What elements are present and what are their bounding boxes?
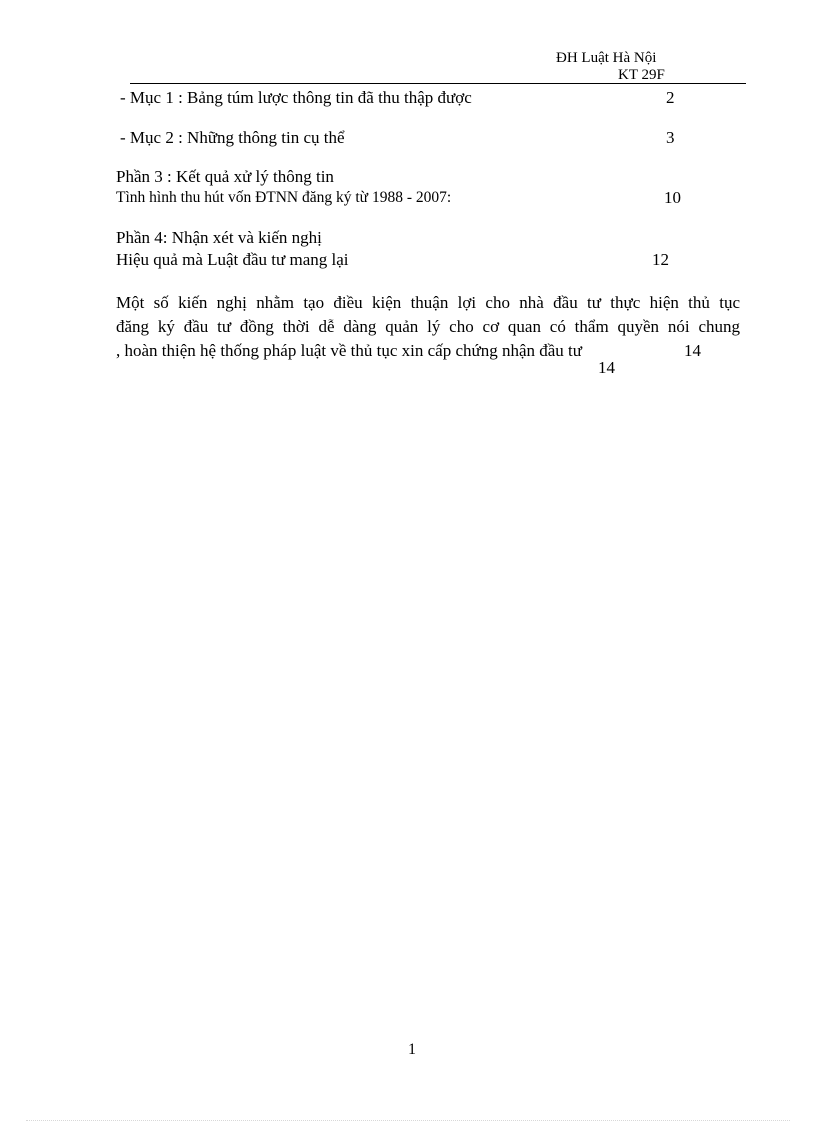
toc-phan3-item-page: 10 xyxy=(664,188,681,207)
page-number: 1 xyxy=(408,1041,416,1058)
header-rule xyxy=(130,83,746,84)
paragraph-line-3-text: , hoàn thiện hệ thống pháp luật về thủ tục xin cấp chứng nhận đầu tư xyxy=(116,341,582,360)
toc-muc2-label: - Mục 2 : Những thông tin cụ thể xyxy=(120,128,345,147)
paragraph-line-2: đăng ký đầu tư đồng thời dễ dàng quản lý cho cơ quan có thẩm quyền nói chung xyxy=(116,317,740,336)
toc-muc1-label: - Mục 1 : Bảng túm lược thông tin đã thu thập được xyxy=(120,88,472,107)
toc-phan3-item-label: Tình hình thu hút vốn ĐTNN đăng ký từ 1988 - 2007: xyxy=(116,189,452,206)
toc-muc1-page: 2 xyxy=(666,88,675,107)
toc-muc2-page: 3 xyxy=(666,128,675,147)
header-class: KT 29F xyxy=(618,67,665,83)
page-edge-divider xyxy=(26,1120,790,1121)
toc-paragraph xyxy=(116,291,740,363)
toc-phan4-heading: Phần 4: Nhận xét và kiến nghị xyxy=(116,228,322,247)
toc-phan4-item-label: Hiệu quả mà Luật đầu tư mang lại xyxy=(116,250,349,269)
toc-phan4-item-page: 12 xyxy=(652,250,669,269)
paragraph-line-3-page: 14 xyxy=(684,341,701,360)
toc-phan3-heading: Phần 3 : Kết quả xử lý thông tin xyxy=(116,167,334,186)
paragraph-line-3 xyxy=(116,339,740,363)
paragraph-line-1: Một số kiến nghị nhằm tạo điều kiện thuận lợi cho nhà đầu tư thực hiện thủ tục xyxy=(116,293,740,312)
paragraph-extra-page: 14 xyxy=(598,358,615,377)
header-school: ĐH Luật Hà Nội xyxy=(556,50,657,66)
